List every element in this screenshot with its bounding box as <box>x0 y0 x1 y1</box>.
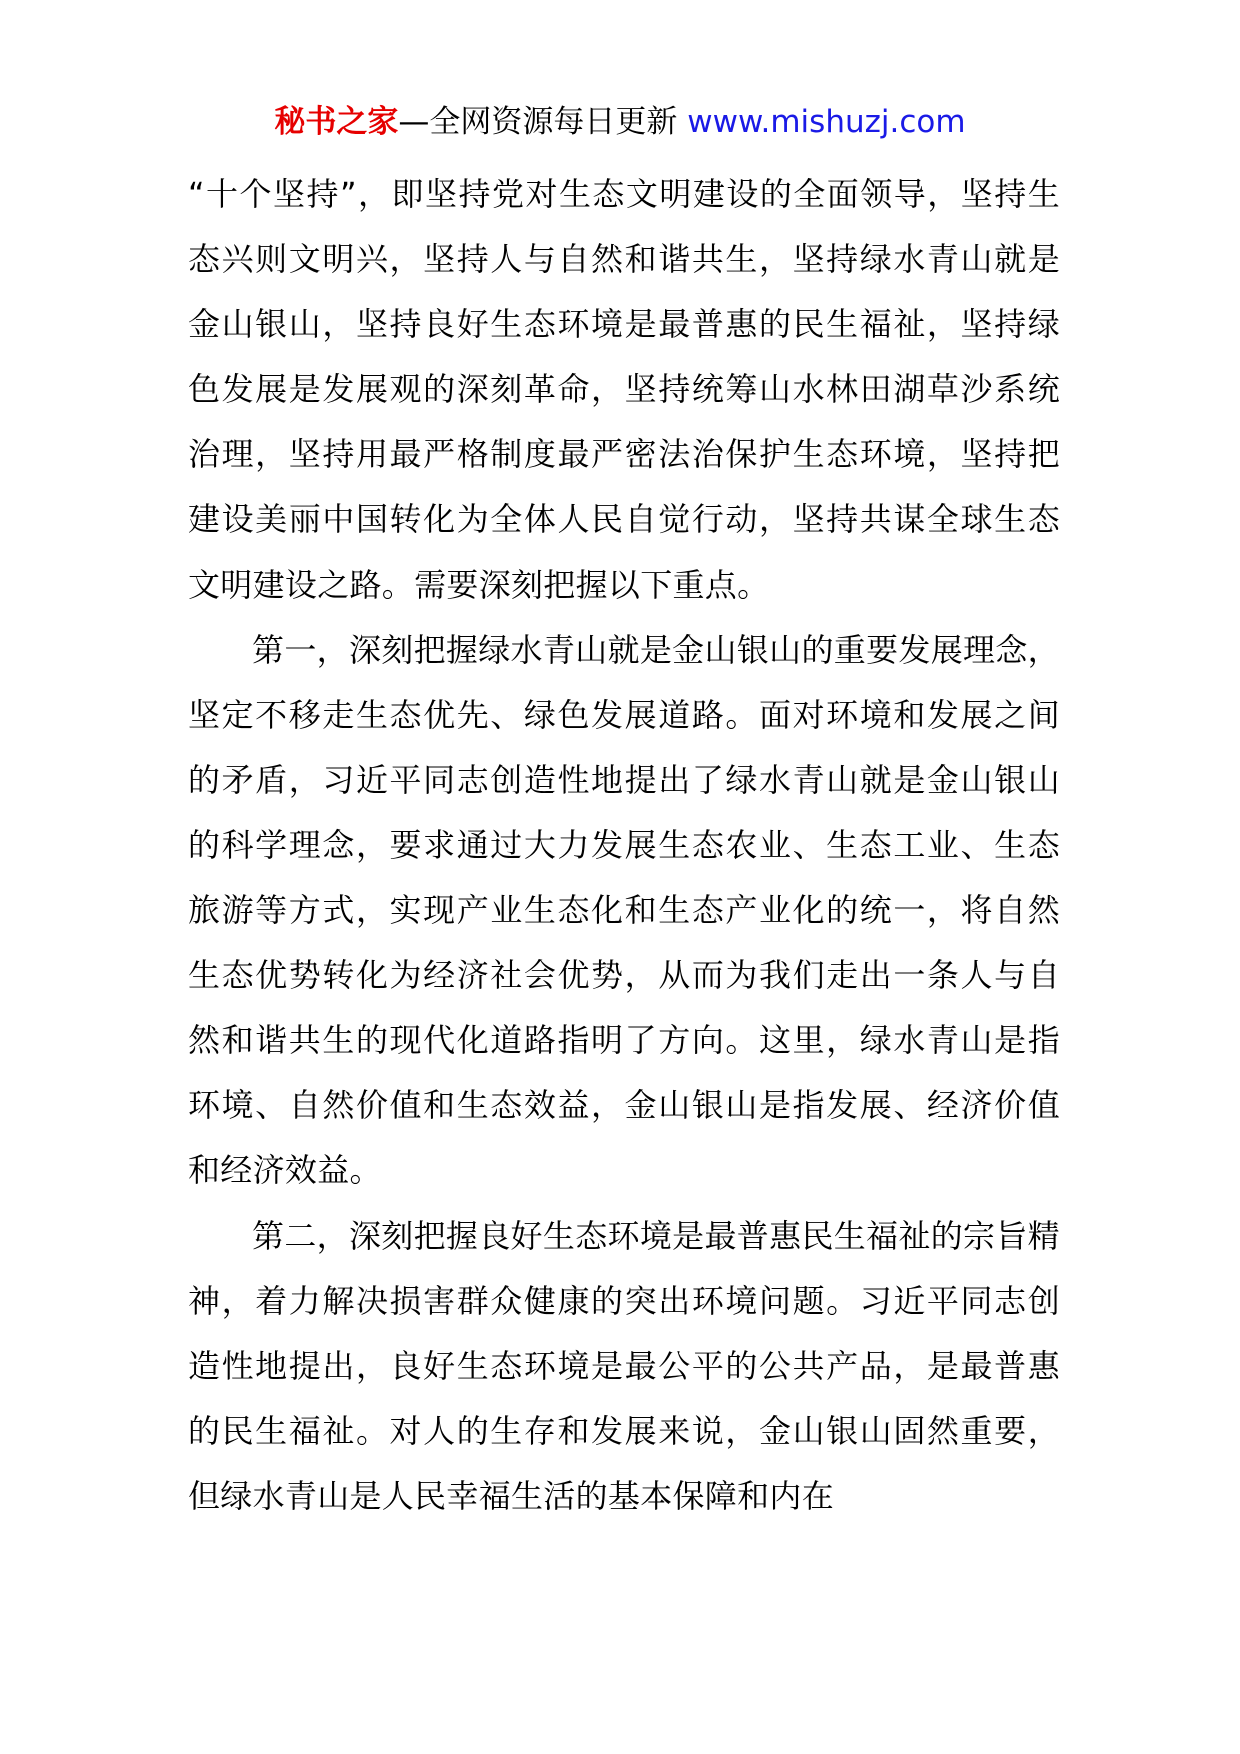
paragraph-second-point: 第二，深刻把握良好生态环境是最普惠民生福祉的宗旨精神，着力解决损害群众健康的突出环境问题。习近平同志创造性地提出，良好生态环境是最公平的公共产品，是最普惠的民生福祉。对人的生存和发展来说，金山银山固然重要，但绿水青山是人民幸福生活的基本保障和内在 <box>188 1216 1060 1515</box>
header-tagline: —全网资源每日更新 <box>398 104 688 140</box>
paragraph-continuation: “十个坚持”，即坚持党对生态文明建设的全面领导，坚持生态兴则文明兴，坚持人与自然和谐共生，坚持绿水青山就是金山银山，坚持良好生态环境是最普惠的民生福祉，坚持绿色发展是发展观的深刻革命，坚持统筹山水林田湖草沙系统治理，坚持用最严格制度最严密法治保护生态环境，坚持把建设美丽中国转化为全体人民自觉行动，坚持共谋全球生态文明建设之路。需要深刻把握以下重点。 <box>188 175 1060 604</box>
document-body <box>188 162 1060 1529</box>
page-header <box>0 100 1240 144</box>
header-site-url[interactable]: www.mishuzj.com <box>687 104 966 140</box>
header-brand: 秘书之家 <box>274 104 399 140</box>
paragraph-first-point: 第一，深刻把握绿水青山就是金山银山的重要发展理念，坚定不移走生态优先、绿色发展道路。面对环境和发展之间的矛盾，习近平同志创造性地提出了绿水青山就是金山银山的科学理念，要求通过大力发展生态农业、生态工业、生态旅游等方式，实现产业生态化和生态产业化的统一，将自然生态优势转化为经济社会优势，从而为我们走出一条人与自然和谐共生的现代化道路指明了方向。这里，绿水青山是指环境、自然价值和生态效益，金山银山是指发展、经济价值和经济效益。 <box>188 630 1060 1190</box>
